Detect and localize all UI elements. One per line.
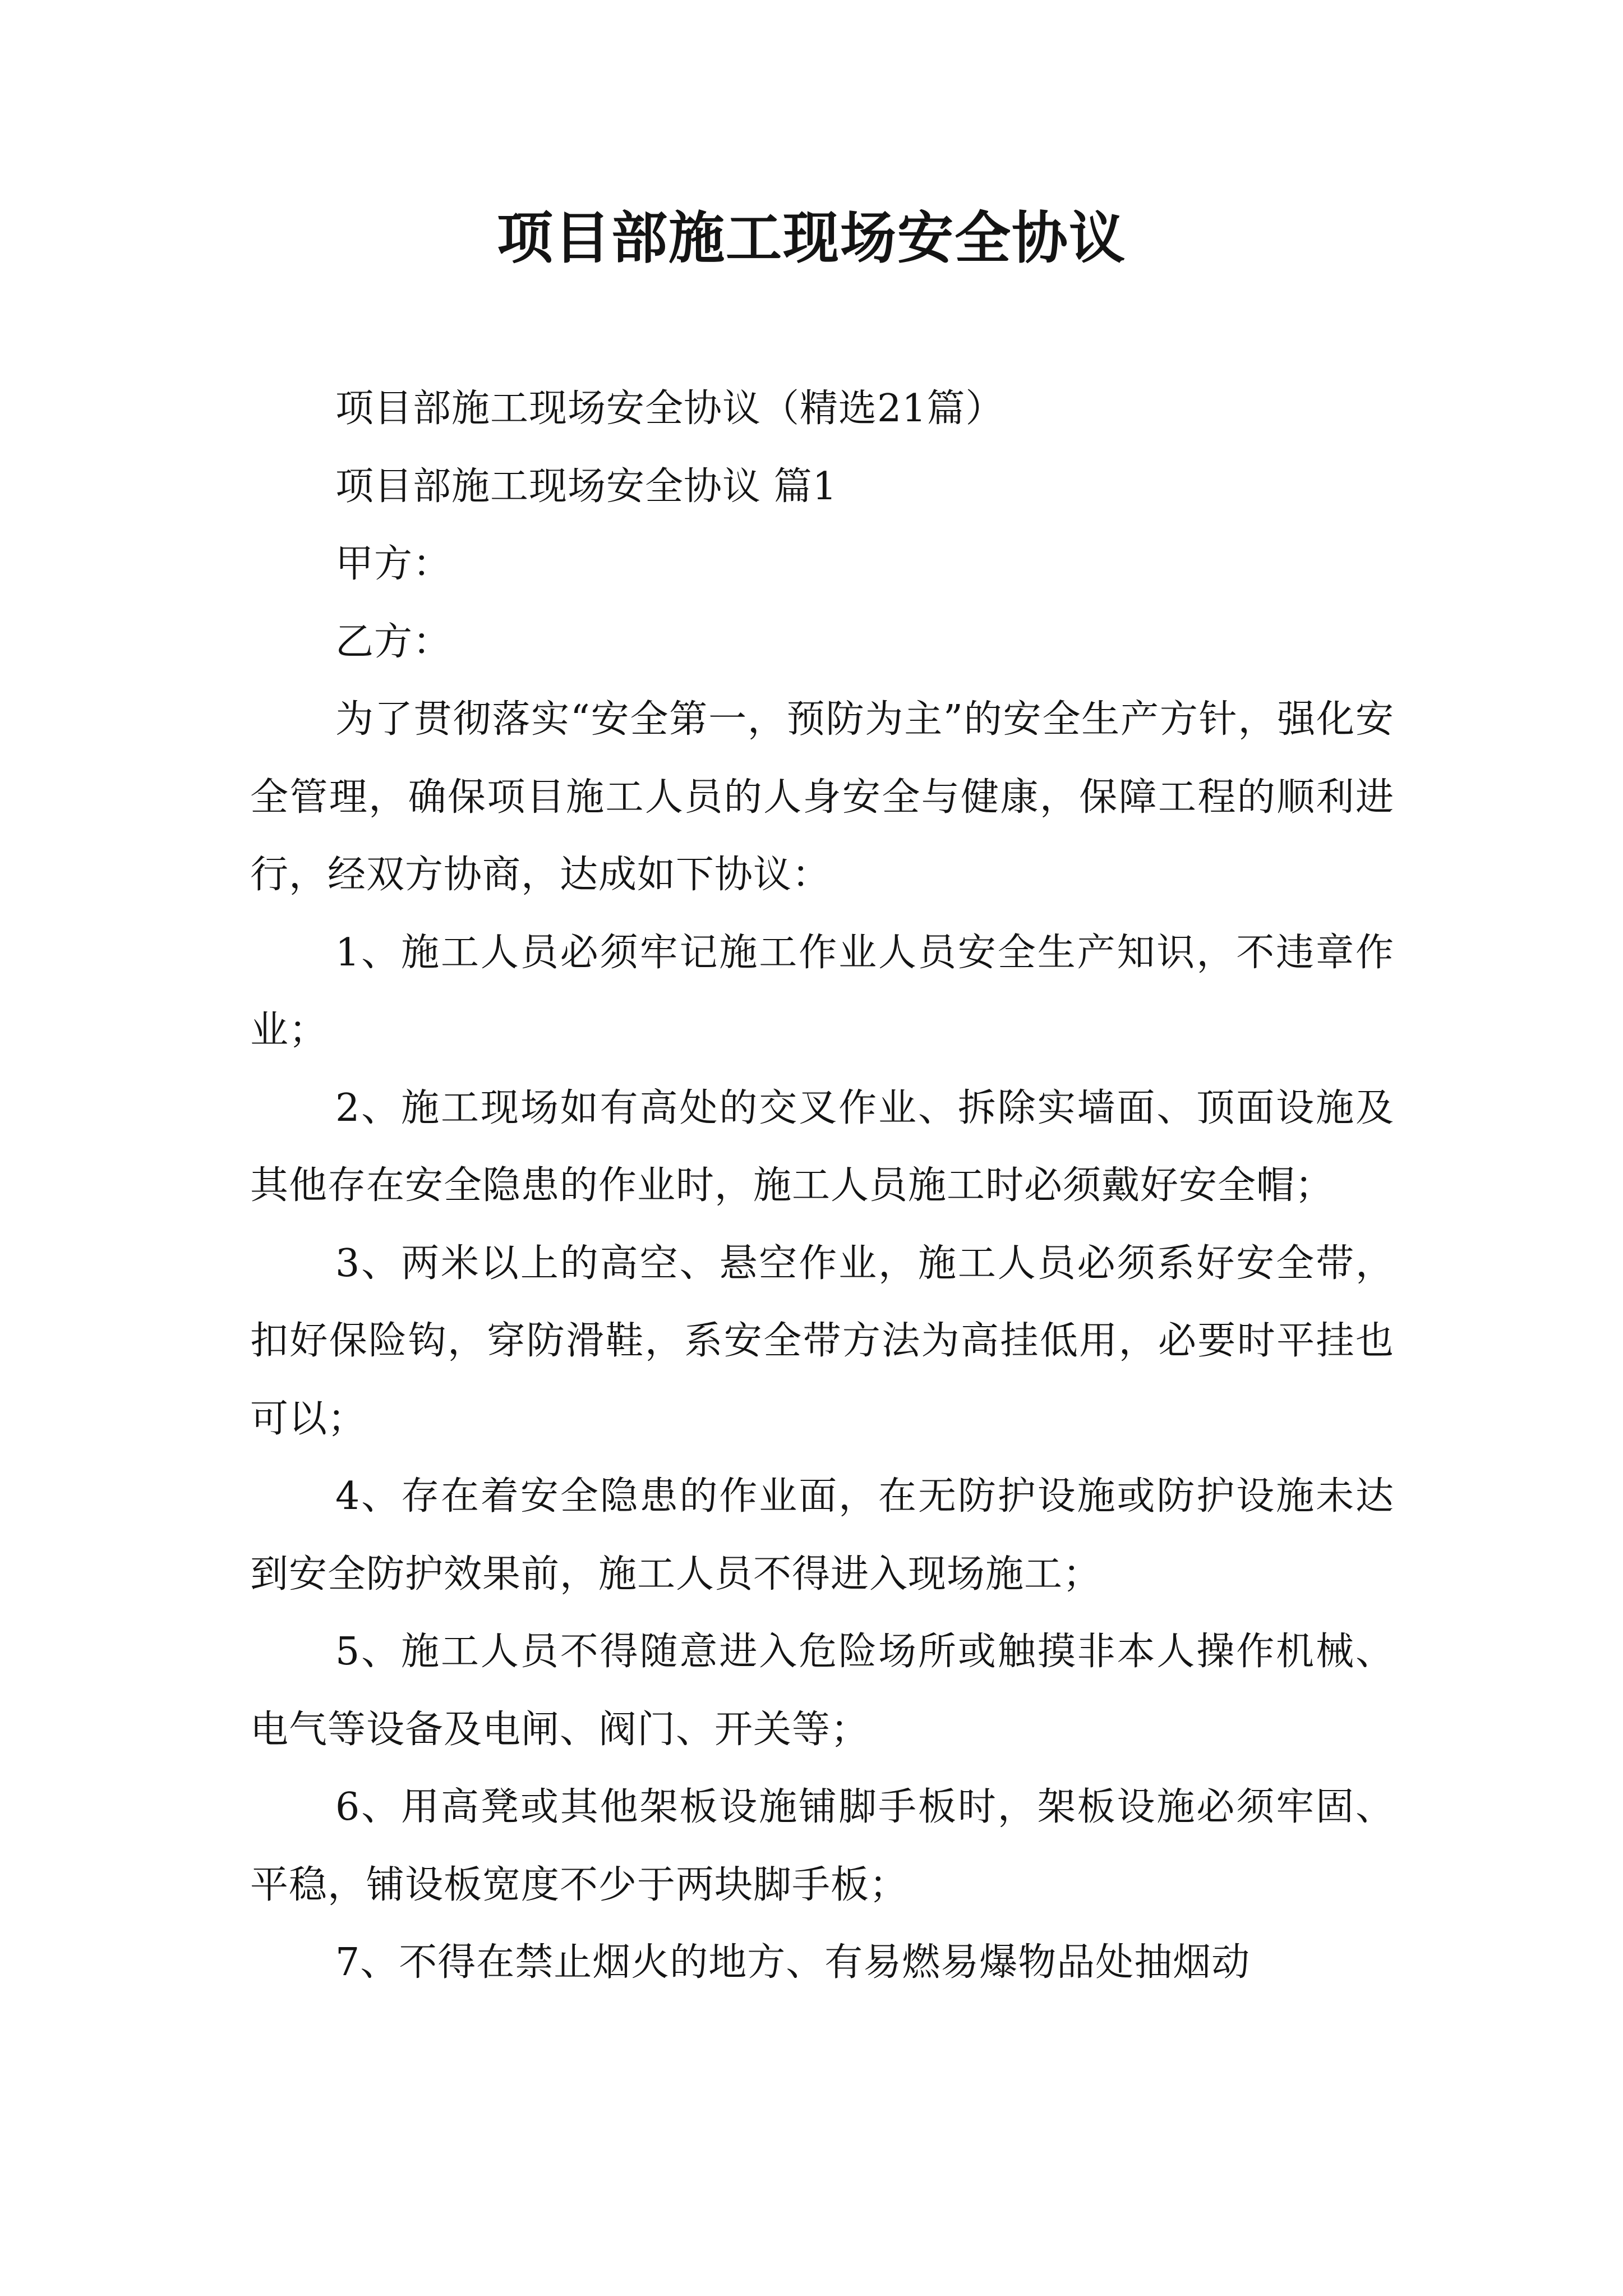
subtitle-paragraph: 项目部施工现场安全协议（精选21篇）	[335, 386, 1004, 431]
clause-paragraph: 5、施工人员不得随意进入危险场所或触摸非本人操作机械、电气等设备及电闸、阀门、开关等；	[250, 1630, 1394, 1752]
clause-paragraph: 3、两米以上的高空、悬空作业，施工人员必须系好安全带，扣好保险钩，穿防滑鞋，系安全带方法为高挂低用，必要时平挂也可以；	[250, 1241, 1394, 1441]
clause-paragraph: 1、施工人员必须牢记施工作业人员安全生产知识，不违章作业；	[250, 930, 1394, 1052]
document-body	[250, 370, 1394, 2002]
clause-paragraph: 4、存在着安全隐患的作业面，在无防护设施或防护设施未达到安全防护效果前，施工人员不得进入现场施工；	[250, 1474, 1394, 1596]
party-a-line: 甲方：	[335, 542, 452, 586]
section-heading: 项目部施工现场安全协议 篇1	[335, 464, 837, 509]
clause-paragraph: 7、不得在禁止烟火的地方、有易燃易爆物品处抽烟动	[335, 1940, 1251, 1985]
document-title: 项目部施工现场安全协议	[497, 205, 1126, 271]
intro-paragraph: 为了贯彻落实“安全第一，预防为主”的安全生产方针，强化安全管理，确保项目施工人员的人身安全与健康，保障工程的顺利进行，经双方协商，达成如下协议：	[250, 697, 1394, 897]
party-b-line: 乙方：	[335, 619, 452, 664]
clause-paragraph: 6、用高凳或其他架板设施铺脚手板时，架板设施必须牢固、平稳，铺设板宽度不少于两块脚手板；	[250, 1785, 1394, 1907]
clause-paragraph: 2、施工现场如有高处的交叉作业、拆除实墙面、顶面设施及其他存在安全隐患的作业时，施工人员施工时必须戴好安全帽；	[250, 1085, 1394, 1208]
